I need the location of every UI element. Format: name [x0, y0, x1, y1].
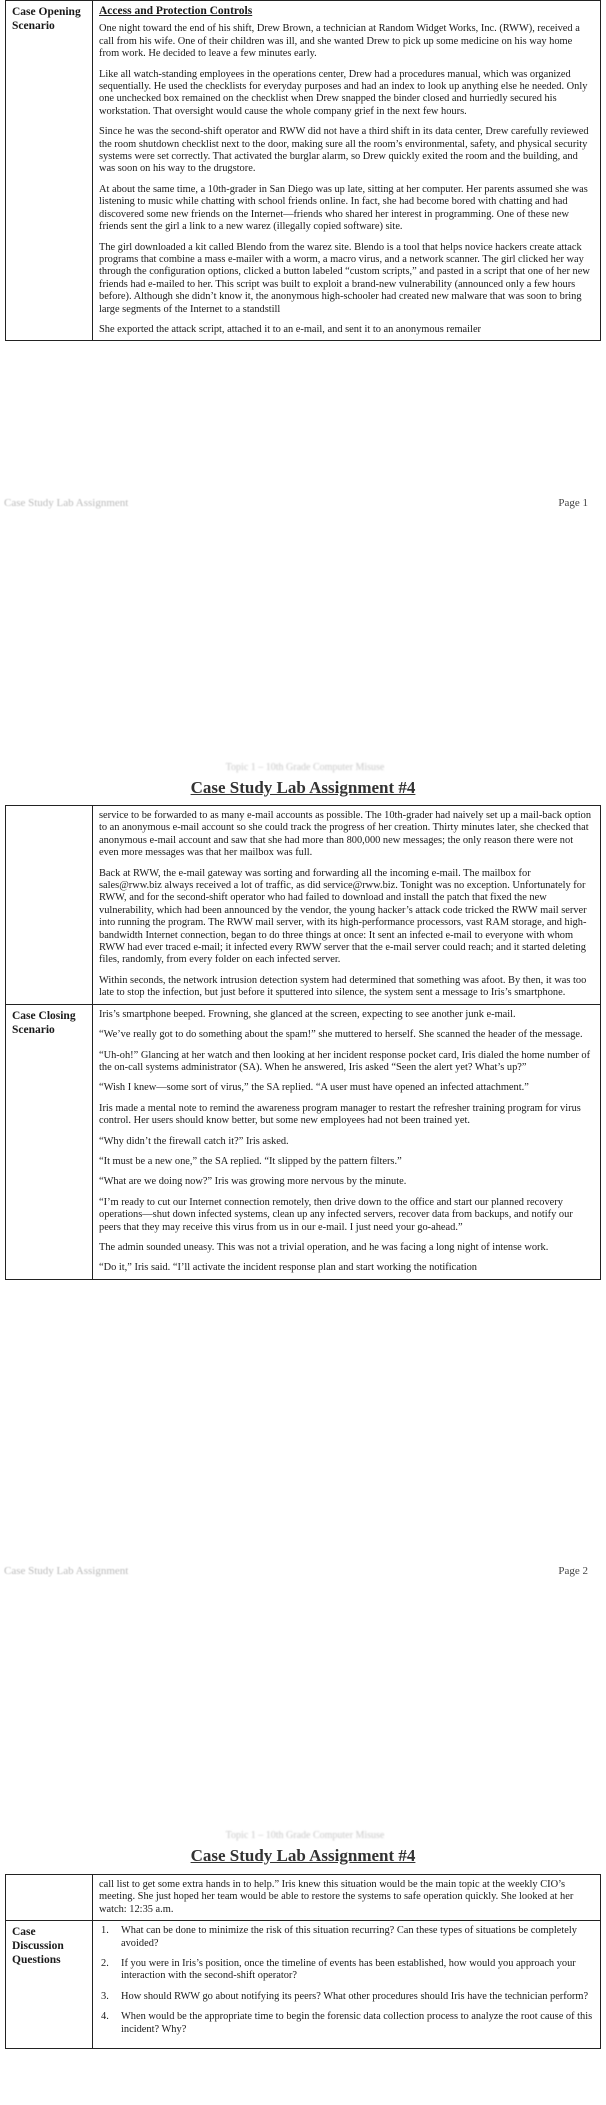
question-text: If you were in Iris’s position, once the timeline of events has been established, how would you approach your interaction with the second-shift operator?	[121, 1958, 576, 1982]
question-list	[99, 1925, 594, 2036]
paragraph: “It must be a new one,” the SA replied. “It slipped by the pattern filters.”	[99, 1155, 402, 1167]
page-1-footer	[0, 497, 606, 511]
paragraph: The girl downloaded a kit called Blendo from the warez site. Blendo is a tool that helps novice hackers create attack programs that combine a mass e-mailer with a worm, a macro virus, and a network scanner. The girl clicked her way through the configuration options, clicked a button labeled “custom scripts,” and pasted in a script that one of her new friends had e-mailed to her. This script was built to exploit a brand-new vulnerability (announced only a few hours before). Although she didn’t know it, the anonymous high-schooler had created new malware that was soon to bring large segments of the Internet to a standstill	[99, 241, 590, 315]
page-3-header: Case Study Lab Assignment #4	[190, 1846, 416, 1865]
continuation-label-cell	[6, 1875, 93, 1921]
paragraph: “Why didn’t the firewall catch it?” Iris asked.	[99, 1135, 289, 1147]
paragraph: Within seconds, the network intrusion detection system had determined that something was afoot. By then, it was too late to stop the infection, but just before it sputtered into silence, the system sent a message to Iris’s smartphone.	[99, 974, 587, 999]
paragraph: “Uh-oh!” Glancing at her watch and then looking at her incident response pocket card, Iris dialed the home number of the on-call systems administrator (SA). When he answered, Iris asked “Seen the alert yet? What’s up?”	[99, 1049, 591, 1073]
paragraph: “Wish I knew—some sort of virus,” the SA replied. “A user must have opened an infected attachment.”	[99, 1082, 529, 1094]
question-number: 4.	[101, 2011, 109, 2023]
footer-label: Case Study Lab Assignment	[4, 1565, 129, 1577]
case-opening-label: Case Opening Scenario	[6, 1, 93, 341]
page-2-table	[5, 805, 601, 1280]
footer-label: Case Study Lab Assignment	[4, 497, 129, 509]
paragraph: Like all watch-standing employees in the operations center, Drew had a procedures manual, which was organized sequentially. He used the checklists for everyday purposes and had an index to look up anything else he needed. Only one unchecked box remained on the checklist when Drew snapped the binder closed and hurriedly secured his workstation. That oversight would cause the whole company grief in the next few hours.	[99, 68, 588, 117]
paragraph: “I’m ready to cut our Internet connection remotely, then drive down to the office and start our planned recovery operations—shut down infected systems, clean up any infected servers, recover data from backups, and notify our peers that they may receive this virus from us in our e-mail. I just need your go-ahead.”	[99, 1196, 573, 1233]
header-subline: Topic 1 – 10th Grade Computer Misuse	[225, 1830, 385, 1841]
case-discussion-body	[93, 1921, 601, 2049]
question-number: 1.	[101, 1925, 109, 1937]
case-closing-body	[93, 1004, 601, 1279]
paragraph: Back at RWW, the e-mail gateway was sorting and forwarding all the incoming e-mail. The mailbox for sales@rww.biz always received a lot of traffic, as did service@rww.biz. Tonight was no exception. Unfortunately for RWW, and for the second-shift operator who had failed to download and install the patch that fixed the new vulnerability, which had been announced by the vendor, the young hacker’s attack code tricked the RWW mail server into running the program. The RWW mail server, with its high-performance processors, vast RAM storage, and high-bandwidth Internet connection, began to do three things at once: It sent an infected e-mail to everyone with whom RWW had ever traced e-mail; it infected every RWW server that the e-mail server could reach; and it started deleting files, randomly, from every folder on each infected server.	[99, 867, 587, 966]
paragraph: “What are we doing now?” Iris was growing more nervous by the minute.	[99, 1176, 407, 1188]
question-item	[99, 1925, 594, 1950]
header-subline: Topic 1 – 10th Grade Computer Misuse	[225, 762, 385, 773]
paragraph: “We’ve really got to do something about the spam!” she muttered to herself. She scanned the header of the message.	[99, 1029, 583, 1041]
page-number: Page 1	[558, 497, 588, 509]
paragraph: The admin sounded uneasy. This was not a trivial operation, and he was facing a long night of intense work.	[99, 1241, 549, 1253]
paragraph: call list to get some extra hands in to help.” Iris knew this situation would be the main topic at the weekly CIO’s meeting. She just hoped her team would be able to restore the systems to safe operation quickly. She looked at her watch: 12:35 a.m.	[99, 1879, 574, 1915]
page-2-header: Case Study Lab Assignment #4	[190, 778, 416, 797]
question-item	[99, 2011, 594, 2036]
question-item	[99, 1991, 594, 2003]
question-text: When would be the appropriate time to begin the forensic data collection process to analyze the root cause of this incident? Why?	[121, 2011, 593, 2035]
paragraph: At about the same time, a 10th-grader in San Diego was up late, sitting at her computer. Her parents assumed she was listening to music while chatting with school friends online. In fact, she had become bored with chatting and had discovered some new friends on the Internet—friends who shared her interest in programming. One of these new friends sent the girl a link to a new warez (illegally copied software) site.	[99, 183, 588, 233]
question-number: 3.	[101, 1990, 109, 2002]
section-heading: Access and Protection Controls	[99, 5, 253, 17]
page-3-table	[5, 1874, 601, 2049]
question-text: What can be done to minimize the risk of this situation recurring? Can these types of situations be completely avoided?	[121, 1925, 577, 1949]
paragraph: Since he was the second-shift operator and RWW did not have a third shift in its data center, Drew carefully reviewed the room shutdown checklist next to the door, making sure all the room’s environmental, safety, and physical security systems were set correctly. That activated the burglar alarm, so Drew quickly exited the room and the building, and was soon on his way to the drugstore.	[99, 126, 589, 175]
paragraph: service to be forwarded to as many e-mail accounts as possible. The 10th-grader had naively set up a mail-back option to an anonymous e-mail account so she could track the progress of her creation. Thirty minutes later, she checked that anonymous e-mail account and saw that she had more than 800,000 new messages; the only reason there were not even more messages was that her mailbox was full.	[99, 810, 592, 859]
case-discussion-label: Case Discussion Questions	[6, 1921, 93, 2049]
page-number: Page 2	[558, 1565, 588, 1577]
question-text: How should RWW go about notifying its peers? What other procedures should Iris have the technician perform?	[121, 1990, 589, 2002]
paragraph: “Do it,” Iris said. “I’ll activate the incident response plan and start working the notification	[99, 1262, 477, 1274]
question-item	[99, 1958, 594, 1983]
case-opening-body	[93, 1, 601, 341]
case-closing-label: Case Closing Scenario	[6, 1004, 93, 1279]
question-number: 2.	[101, 1958, 109, 1970]
page-2-footer	[0, 1565, 606, 1579]
paragraph: One night toward the end of his shift, Drew Brown, a technician at Random Widget Works, Inc. (RWW), received a call from his wife. One of their children was ill, and she wanted Drew to pick up some medicine on his way home from work. He decided to leave a few minutes early.	[99, 23, 580, 60]
paragraph: She exported the attack script, attached it to an e-mail, and sent it to an anonymous remailer	[99, 323, 482, 335]
continuation-body	[93, 1875, 601, 1921]
page-1-table	[5, 0, 601, 341]
paragraph: Iris made a mental note to remind the awareness program manager to restart the refresher training program for virus control. Her users should know better, but some new employees had not been trained yet.	[99, 1102, 581, 1127]
continuation-body	[93, 806, 601, 1005]
paragraph: Iris’s smartphone beeped. Frowning, she glanced at the screen, expecting to see another junk e-mail.	[99, 1008, 516, 1020]
continuation-label-cell	[6, 806, 93, 1005]
